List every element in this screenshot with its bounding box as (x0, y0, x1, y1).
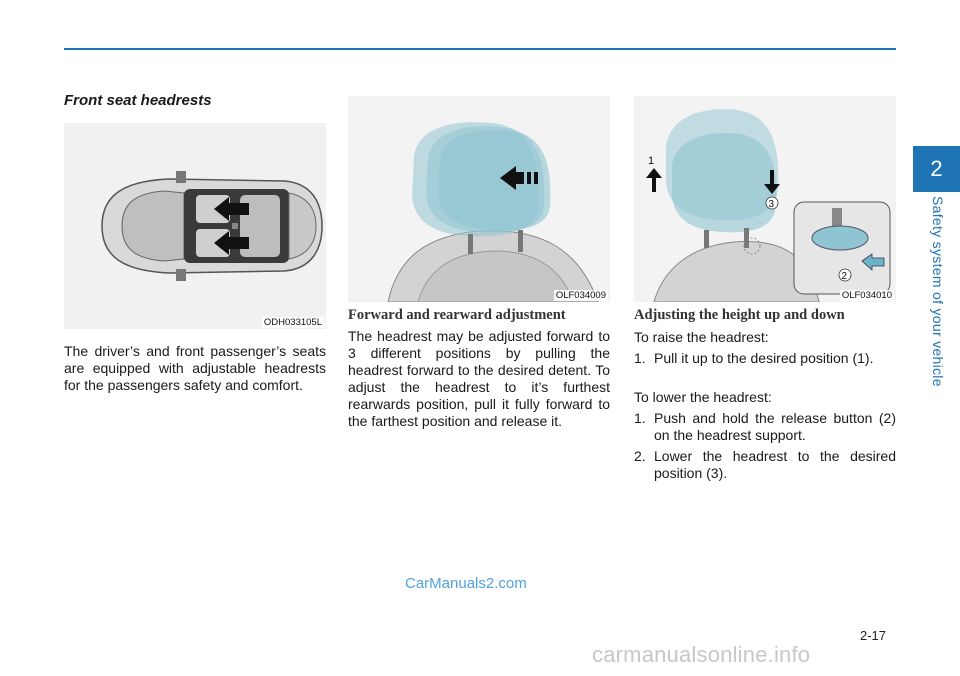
figure-code: OLF034010 (841, 290, 892, 301)
top-rule (64, 48, 896, 50)
intro-paragraph: The driver’s and front passenger’s seats are equipped with adjustable headrests for the passengers safety and comfort. (64, 343, 326, 393)
page-number: 2-17 (860, 628, 887, 643)
height-adjust-figure (634, 96, 896, 302)
forward-rearward-heading: Forward and rearward adjustment (348, 307, 566, 323)
chapter-tab[interactable] (913, 146, 960, 192)
callout-3: 3 (768, 199, 775, 210)
raise-steps (634, 350, 896, 367)
callout-1: 1 (648, 155, 655, 167)
list-item: 2. Lower the headrest to the desired position (3). (634, 448, 896, 481)
callout-2: 2 (841, 271, 848, 282)
height-adjust-body (634, 329, 896, 482)
headrest-height-illustration (634, 96, 896, 302)
list-item: 1. Pull it up to the desired position (1). (634, 350, 874, 366)
chapter-number: 2 (930, 156, 943, 181)
headrest-fore-aft-illustration (348, 96, 610, 302)
footer-banner[interactable]: carmanualsonline.info (592, 642, 811, 667)
section-title: Front seat headrests (64, 92, 212, 109)
car-top-view-figure (64, 123, 326, 329)
fore-aft-figure (348, 96, 610, 302)
car-top-view-illustration (64, 123, 326, 329)
chapter-title: Safety system of your vehicle (930, 196, 946, 387)
figure-code: OLF034009 (555, 290, 606, 301)
watermark-link[interactable]: CarManuals2.com (405, 575, 527, 592)
lower-steps (634, 410, 896, 482)
figure-code: ODH033105L (263, 317, 322, 328)
lower-intro: To lower the headrest: (634, 389, 772, 405)
forward-rearward-body: The headrest may be adjusted forward to 3 different positions by pulling the headrest forward to the desired detent. To adjust the headrest to it’s furthest rearwards position, pull it fully forward to the farthest position and release it. (348, 328, 610, 429)
list-item: 1. Push and hold the release button (2) on the headrest support. (634, 410, 896, 443)
height-adjust-heading: Adjusting the height up and down (634, 307, 845, 323)
raise-intro: To raise the headrest: (634, 329, 769, 345)
